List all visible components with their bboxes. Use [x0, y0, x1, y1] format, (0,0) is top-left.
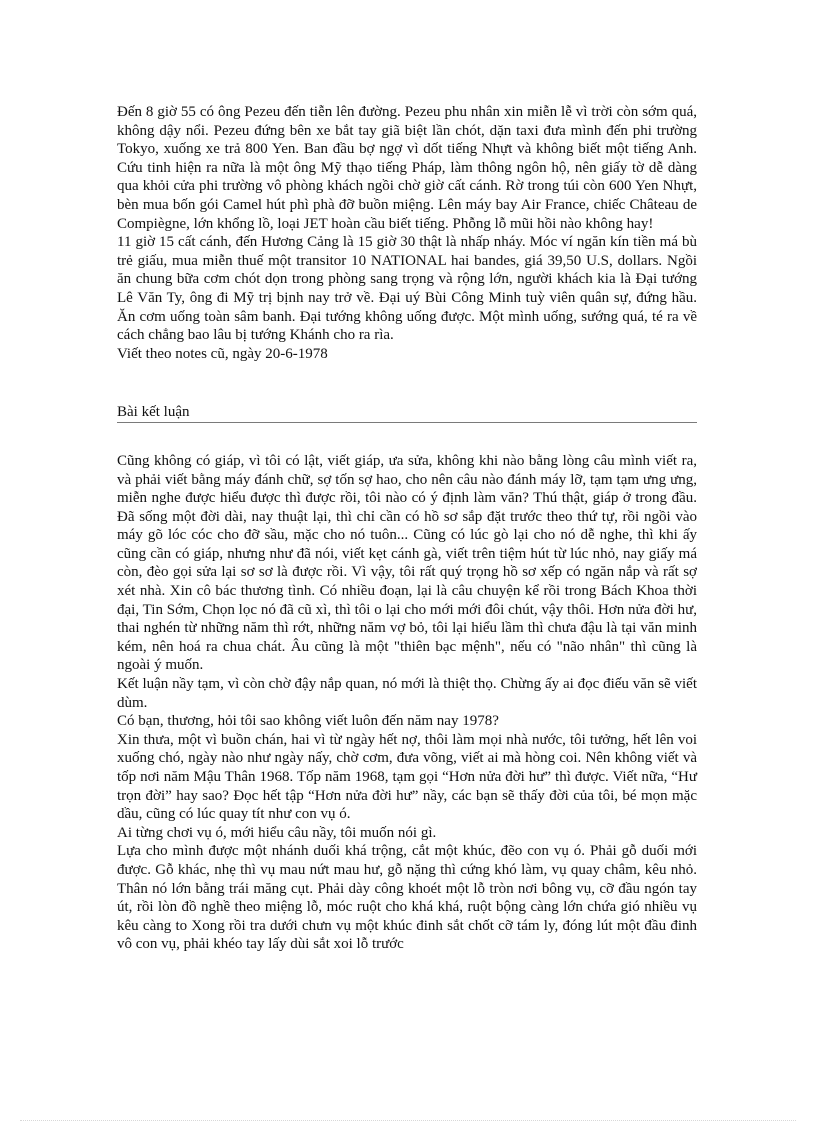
paragraph-conclusion-6: Lựa cho mình được một nhánh duối khá trộng, cắt một khúc, đẽo con vụ ó. Phải gỗ duối mới được. Gỗ khác, nhẹ thì vụ mau nứt mau hư, gỗ nặng thì cứng khó làm, vụ quay châm, kêu nhỏ. Thân nó lớn bằng trái măng cụt. Phải dày công khoét một lỗ tròn nơi bông vụ, cỡ đầu ngón tay út, rồi lòn đồ nghề theo miệng lỗ, móc ruột cho khá khá, ruột bộng càng lớn chứa gió nhiều vụ kêu càng to Xong rồi tra dưới chưn vụ một khúc đinh sắt chốt cỡ tám ly, đóng lút một đầu đinh vô con vụ, phải khéo tay lấy dùi sắt xoi lỗ trước	[117, 843, 697, 953]
spacer	[117, 423, 697, 452]
paragraph-conclusion-4: Xin thưa, một vì buồn chán, hai vì từ ngày hết nợ, thôi làm mọi nhà nước, tôi tưởng, hết lên voi xuống chó, ngày nào như ngày nấy, chờ cơm, đưa võng, viết ai mà hòng coi. Nên không viết và tốp nơi năm Mậu Thân 1968. Tốp năm 1968, tạm gọi “Hơn nửa đời hư” thì được. Viết nữa, “Hư trọn đời” hay sao? Đọc hết tập “Hơn nửa đời hư” nầy, các bạn sẽ thấy đời của tôi, bé mọn mặc dầu, cũng có lúc quay tít như con vụ ó.	[117, 731, 697, 823]
paragraph-conclusion-1: Cũng không có giáp, vì tôi có lật, viết giáp, ưa sửa, không khi nào bằng lòng câu mình viết ra, và phải viết bằng máy đánh chữ, sợ tốn sợ hao, cho nên câu nào đánh máy lỡ, tạm tạm ưng ưng, miễn nghe được hiểu được thì được rồi, tôi nào có ý định làm văn? Thú thật, giáp ở trong đầu. Đã sống một đời dài, nay thuật lại, thì chỉ cần có hồ sơ sắp đặt trước theo thứ tự, rồi ngồi vào máy gõ lóc cóc cho đỡ sầu, mặc cho nó tuôn... Cũng có lúc gò lại cho nó dễ nghe, thì khi ấy cũng cần có giáp, nhưng như đã nói, viết kẹt cánh gà, viết trên tiệm hút từ lúc nhỏ, nay giấy má còn, đèo gọi sửa lại sơ sơ là được rồi. Vì vậy, tôi rất quý trọng hồ sơ xếp có ngăn nắp và rất sợ xét nhà. Xin cô bác thương tình. Có nhiều đoạn, lại là câu chuyện kể rồi trong Bách Khoa thời đại, Tin Sớm, Chọn lọc nó đã cũ xì, thì tôi o lại cho mới mới đôi chút, vậy thôi. Hơn nửa đời hư, thai nghén từ những năm thì rớt, những năm vợ bỏ, tôi lại hiểu lầm thì chưa đậu là tại văn minh kém, nên hoá ra chua chát. Âu cũng là một "thiên bạc mệnh", nếu có "não nhân" thì cũng là ngoài ý muốn.	[117, 452, 697, 674]
paragraph-conclusion-2: Kết luận nầy tạm, vì còn chờ đậy nắp quan, nó mới là thiệt thọ. Chừng ấy ai đọc điếu văn sẽ viết dùm.	[117, 676, 697, 711]
paragraph-conclusion-5: Ai từng chơi vụ ó, mới hiểu câu nầy, tôi muốn nói gì.	[117, 824, 437, 841]
paragraph-notes-date: Viết theo notes cũ, ngày 20-6-1978	[117, 345, 328, 362]
paragraph-conclusion-3: Có bạn, thương, hỏi tôi sao không viết luôn đến năm nay 1978?	[117, 713, 499, 730]
paragraph-departure: Đến 8 giờ 55 có ông Pezeu đến tiễn lên đường. Pezeu phu nhân xin miễn lễ vì trời còn sớm quá, không dậy nổi. Pezeu đứng bên xe bắt tay giã biệt lần chót, dặn taxi đưa mình đến phi trường Tokyo, xuống xe trả 800 Yen. Ban đầu bợ ngợ vì dốt tiếng Nhựt và không biết một tiếng Anh. Cứu tinh hiện ra nữa là một ông Mỹ thạo tiếng Pháp, làm thông ngôn hộ, nên giấy tờ dễ dàng qua khỏi cửa phi trường vô phòng khách ngồi chờ giờ cất cánh. Rờ trong túi còn 600 Yen Nhựt, bèn mua bốn gói Camel hút phì phà đỡ buồn miệng. Lên máy bay Air France, chiếc Château de Compiègne, lớn khổng lồ, loại JET hoàn cầu biết tiếng. Phỗng lỗ mũi hồi nào không hay!	[117, 104, 697, 232]
page-bottom-edge	[20, 1120, 796, 1121]
paragraph-hong-kong: 11 giờ 15 cất cánh, đến Hương Cảng là 15 giờ 30 thật là nhấp nháy. Móc ví ngăn kín tiền má bù trẻ giấu, mua miễn thuế một transitor 10 NATIONAL hai bandes, giá 39,50 U.S, dollars. Ngồi ăn chung bữa cơm chót dọn trong phòng sang trọng và rộng lớn, người khách kia là Đại tướng Lê Văn Ty, ông đi Mỹ trị bịnh nay trở về. Đại uý Bùi Công Minh tuỳ viên quân sự, đứng hầu. Ăn cơm uống toàn sâm banh. Đại tướng không uống được. Một mình uống, sướng quá, té ra về cách chẳng bao lâu bị tướng Khánh cho ra rìa.	[117, 234, 697, 344]
document-body	[117, 103, 697, 954]
section-title: Bài kết luận	[117, 404, 190, 421]
